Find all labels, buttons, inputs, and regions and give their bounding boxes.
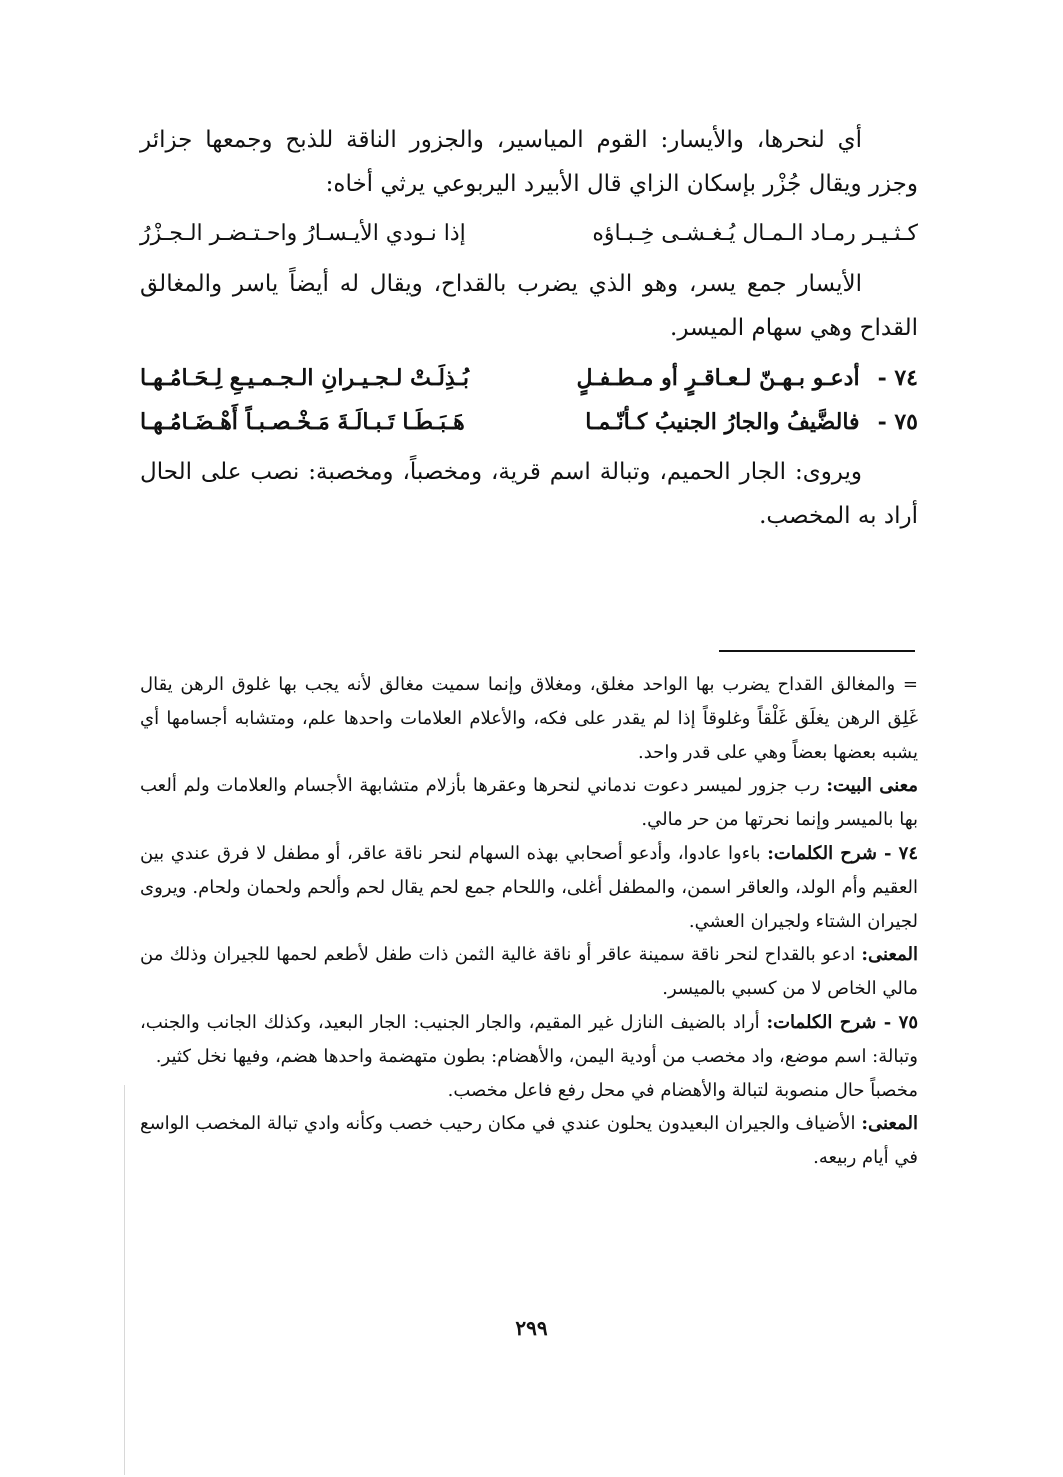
- verse-74-first-part: [576, 356, 918, 400]
- footnote-75-number: ٧٥ -: [876, 1011, 918, 1033]
- footnote-74-number: ٧٤ -: [876, 842, 918, 864]
- footnote-75-meaning-text: الأضياف والجيران البعيدون يحلون عندي في مكان رحيب خصب وكأنه وادي تبالة المخصب الواسع في أيام ربيعه.: [140, 1113, 918, 1169]
- verse-75-first-part: [585, 400, 918, 444]
- verse-74-first-hemistich: أدعـو بـهـنّ لـعـاقـرٍ أو مـطـفـلٍ: [576, 365, 860, 391]
- paragraph-2: الأيسار جمع يسر، وهو الذي يضرب بالقداح، ويقال له أيضاً ياسر والمغالق القداح وهي سهام الميسر.: [140, 271, 918, 341]
- footnote-75-meaning-label: المعنى:: [861, 1113, 918, 1135]
- footnote-74-meaning-label: المعنى:: [861, 944, 918, 966]
- main-text: [140, 118, 918, 538]
- footnote-75-extra: مخصباً حال منصوبة لتبالة والأهضام في محل رفع فاعل مخصب.: [447, 1079, 918, 1101]
- footnote-maana-text: رب جزور لميسر دعوت ندماني لنحرها وعقرها بأزلام متشابهة الأجسام والعلامات ولم ألعب بها بالميسر وإنما نحرتها من حر مالي.: [140, 775, 918, 831]
- footnote-75-text: أراد بالضيف النازل غير المقيم، والجار الجنيب: الجار البعيد، وكذلك الجانب والجنب، وتبالة: اسم موضع، واد مخصب من أودية اليمن، والأهضام: بطون متهضمة واحدها هضم، وفيها نخل كثير.: [140, 1011, 918, 1067]
- verse-75-first-hemistich: فالضَّيفُ والجارُ الجنيبُ كـأنّـمـا: [585, 409, 860, 435]
- verse-75: [140, 400, 918, 444]
- page-number: ٢٩٩: [515, 1316, 548, 1340]
- verse-quotation: [140, 212, 918, 256]
- footnote-75-words: [140, 1006, 918, 1074]
- footnote-maana: [140, 769, 918, 837]
- verse-75-number: ٧٥ -: [877, 409, 918, 435]
- scan-margin-line: [124, 1085, 125, 1475]
- verse-first-hemistich: كـثـيـر رمـاد الـمـال يُـغـشـى خِـبـاؤه: [592, 221, 918, 246]
- paragraph-1: أي لنحرها، والأيسار: القوم المياسير، والجزور الناقة للذبح وجمعها جزائر وجزر ويقال جُزْر بإسكان الزاي قال الأبيرد اليربوعي يرثي أخاه:: [140, 127, 918, 197]
- verse-74-number: ٧٤ -: [877, 365, 918, 391]
- footnote-continuation: = والمغالق القداح يضرب بها الواحد مغلق، ومغلاق وإنما سميت مغالق لأنه يجب بها غلوق الرهن يقال غَلِق الرهن يغلَق غَلْقاً وغلوقاً إذا لم يقدر على فكه، والأعلام العلامات واحدها علم، ومتشابه أجسامها أي يشبه بعضها بعضاً وهي على قدر واحد.: [140, 674, 918, 763]
- footnotes: [140, 668, 918, 1175]
- footnote-74-meaning: [140, 938, 918, 1006]
- footnote-divider: [719, 650, 915, 652]
- footnote-74-text: باءوا عادوا، وأدعو أصحابي بهذه السهام لنحر ناقة عاقر، أو مطفل لا فرق عندي بين العقيم وأم الولد، والعاقر اسمن، والمطفل أغلى، واللحام جمع لحم يقال لحم وألحم ولحمان ولحام. ويروى لجيران الشتاء ولجيران العشي.: [140, 842, 918, 932]
- verse-74-second-hemistich: بُـذِلَـتْ لـجـيـرانِ الـجـمـيـعِ لِـحَـامُـهـا: [140, 365, 470, 391]
- verse-second-hemistich: إذا نـودي الأيـسـارُ واحـتـضـر الـجـزْرُ: [140, 221, 466, 246]
- verse-75-second-hemistich: هَـبَـطَـا تَـبـالَـةَ مَـخْـصـبـاً أَهْـضَـامُـهـا: [140, 409, 465, 435]
- footnote-74-meaning-text: ادعو بالقداح لنحر ناقة سمينة عاقر أو ناقة غالية الثمن ذات طفل لأطعم لحمها للجيران وذلك من مالي الخاص لا من كسبي بالميسر.: [140, 944, 918, 1000]
- footnote-maana-label: معنى البيت:: [826, 775, 918, 797]
- footnote-74-label: شرح الكلمات:: [767, 842, 877, 864]
- paragraph-3: ويروى: الجار الحميم، وتبالة اسم قرية، ومخصباً، ومخصبة: نصب على الحال أراد به المخصب.: [140, 459, 918, 529]
- verse-74: [140, 356, 918, 400]
- footnote-74-words: [140, 837, 918, 938]
- footnote-75-meaning: [140, 1107, 918, 1175]
- footnote-75-label: شرح الكلمات:: [766, 1011, 877, 1033]
